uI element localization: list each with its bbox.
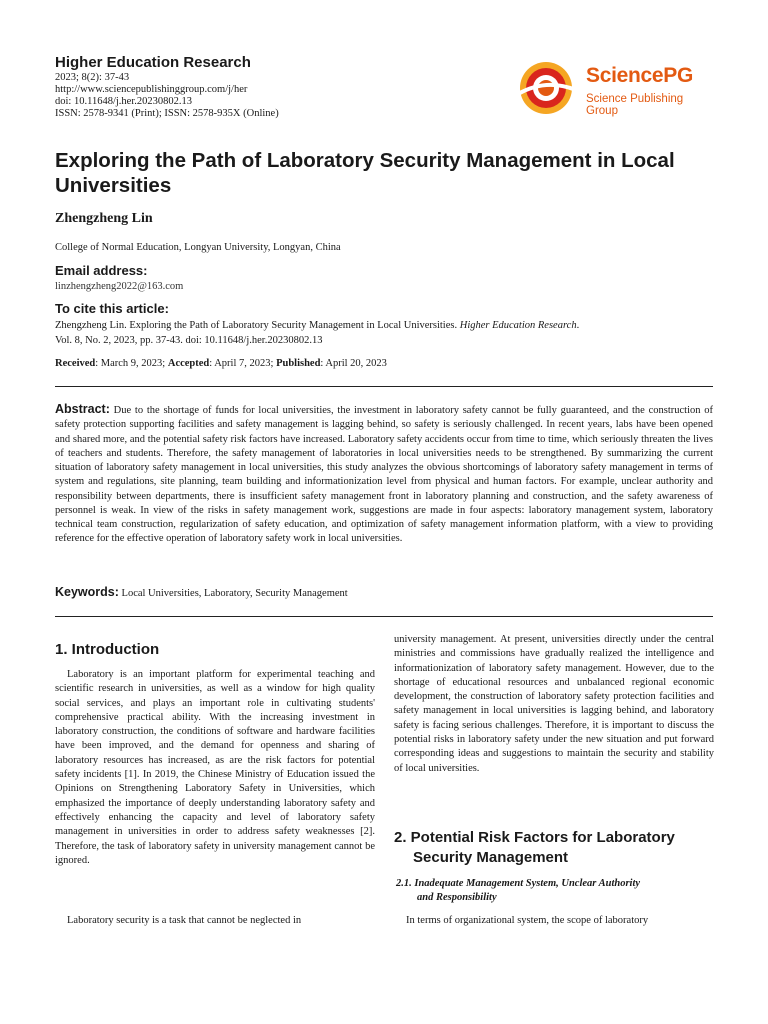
received-label: Received: [55, 358, 96, 369]
journal-doi: doi: 10.11648/j.her.20230802.13: [55, 96, 192, 107]
email-address[interactable]: linzhengzheng2022@163.com: [55, 281, 184, 292]
intro-paragraph-1: Laboratory is an important platform for experimental teaching and scientific research in universities, as well as a window for high quality social services, and plays an important role in cultivating students' comprehensive practical ability. With the increasing investment in laboratory construction, the conditions of software and hardware facilities have been improved, and the demand for openness and sharing of laboratory resources has increased, as are the risk factors for potential safety incidents [1]. In 2019, the Chinese Ministry of Education issued the Opinions on Strengthening Laboratory Safety in Universities, which emphasized the importance of deeply understanding laboratory safety and effectively enhancing the capacity and level of laboratory safety management in universities in order to address safety weaknesses [2]. Therefore, the task of laboratory safety in university management cannot be ignored.: [55, 669, 375, 866]
citation-journal: Higher Education Research: [459, 320, 577, 331]
sciencepg-emblem-icon: [514, 60, 578, 118]
journal-url[interactable]: http://www.sciencepublishinggroup.com/j/her: [55, 84, 248, 95]
accepted-label: Accepted: [167, 358, 210, 369]
affiliation: College of Normal Education, Longyan University, Longyan, China: [55, 242, 341, 253]
published-label: Published: [276, 358, 321, 369]
divider-bottom: [55, 616, 713, 617]
divider-top: [55, 386, 713, 387]
email-label: Email address:: [55, 263, 148, 278]
logo-subtitle: Science Publishing Group: [586, 93, 684, 117]
citation-line-2: Vol. 8, No. 2, 2023, pp. 37-43. doi: 10.11648/j.her.20230802.13: [55, 335, 323, 346]
abstract-label: Abstract:: [55, 402, 110, 416]
paper-title: Exploring the Path of Laboratory Security Management in Local Universities: [55, 149, 675, 197]
published-date: : April 20, 2023: [320, 358, 387, 369]
accepted-date: : April 7, 2023;: [209, 358, 277, 369]
logo-name: SciencePG: [586, 64, 694, 87]
section-2-heading-line-2: Security Management: [413, 849, 569, 866]
journal-issn: ISSN: 2578-9341 (Print); ISSN: 2578-935X (Online): [55, 108, 279, 119]
publisher-logo: [514, 60, 714, 118]
publication-dates: [55, 358, 387, 369]
subsection-2-1-heading-line-2: and Responsibility: [417, 892, 497, 903]
section-2-heading-line-1: 2. Potential Risk Factors for Laboratory: [394, 829, 675, 846]
keywords: [55, 585, 348, 599]
cite-label: To cite this article:: [55, 301, 169, 316]
journal-issue: 2023; 8(2): 37-43: [55, 72, 130, 83]
received-date: : March 9, 2023;: [95, 358, 168, 369]
author-name: Zhengzheng Lin: [55, 211, 153, 226]
citation-line-1: Zhengzheng Lin. Exploring the Path of Laboratory Security Management in Local Universities. Higher Education Research.: [55, 320, 580, 331]
section-2-paragraph-1: In terms of organizational system, the scope of laboratory: [406, 915, 649, 926]
journal-title: Higher Education Research: [55, 54, 251, 71]
intro-paragraph-2: Laboratory security is a task that cannot be neglected in: [67, 915, 302, 926]
keywords-label: Keywords:: [55, 585, 119, 599]
abstract-text: Due to the shortage of funds for local universities, the investment in laboratory safety cannot be fully guaranteed, and the construction of safety protection supporting facilities and safety management is lagging behind, so safety is seriously challenged. In recent years, labs have been opened and shared more, and the potential safety risk factors have increased. Laboratory safety accidents occur from time to time, which seriously threaten the lives of teachers and students. Therefore, the safety management of laboratories in local universities needs to be strengthened. By summarizing the current situation of laboratory safety management in local universities, this study analyzes the obvious shortcomings of laboratory safety management in terms of system and regulations, site planning, team building and informationization level from physical and human factors. For example, unclear authority and responsibility between departments, there is insufficient safety management front in laboratory planning and construction, and the safety awareness of personnel is weak. In view of the risks in safety management work, suggestions are made in four aspects: laboratory management system, laboratory technical team construction, regularization of safety education, and optimization of safety management information platform, with a view to providing reference for the effective operation of laboratory safety work in local universities.: [55, 405, 713, 545]
keywords-text: Local Universities, Laboratory, Security Management: [121, 588, 348, 599]
section-1-heading: 1. Introduction: [55, 641, 160, 658]
right-paragraph-1: university management. At present, universities directly under the central ministries and commissions have gradually realized the intelligence and informationization of laboratory safety management. However, due to the shortage of educational resources and unbalanced regional economic development, the construction of laboratory safety protection facilities and safety management in local universities is lagging behind, and laboratory safety is facing serious challenges. Therefore, it is important to discuss the potential risks in laboratory safety under the new situation and put forward corresponding ideas and suggestions to maintain the security and stability of local universities.: [394, 634, 714, 774]
abstract: [55, 402, 713, 547]
citation-text: Zhengzheng Lin. Exploring the Path of Laboratory Security Management in Local Universities.: [55, 320, 458, 331]
subsection-2-1-heading-line-1: 2.1. Inadequate Management System, Unclear Authority: [396, 878, 641, 889]
